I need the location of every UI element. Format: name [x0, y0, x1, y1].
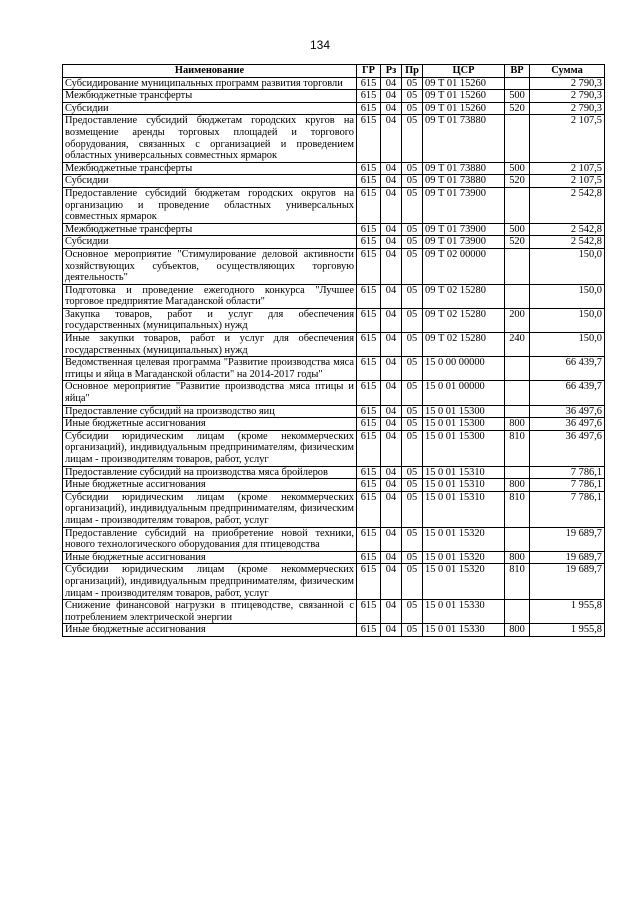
table-row [63, 308, 605, 332]
cell-pr: 05 [402, 162, 423, 175]
cell-name: Межбюджетные трансферты [63, 90, 357, 103]
cell-sum: 2 790,3 [530, 90, 605, 103]
table-row [63, 466, 605, 479]
cell-sum: 1 955,8 [530, 600, 605, 624]
cell-sum: 19 689,7 [530, 527, 605, 551]
cell-rz: 04 [381, 430, 402, 466]
cell-csr: 15 0 01 15310 [423, 466, 505, 479]
cell-pr: 05 [402, 624, 423, 637]
cell-csr: 09 Т 01 73880 [423, 175, 505, 188]
cell-vr: 520 [505, 175, 530, 188]
cell-sum: 1 955,8 [530, 624, 605, 637]
cell-name: Межбюджетные трансферты [63, 223, 357, 236]
cell-sum: 19 689,7 [530, 564, 605, 600]
cell-rz: 04 [381, 284, 402, 308]
cell-vr: 810 [505, 491, 530, 527]
cell-name: Субсидии [63, 102, 357, 115]
table-row [63, 418, 605, 431]
cell-sum: 36 497,6 [530, 405, 605, 418]
cell-csr: 09 Т 01 15260 [423, 77, 505, 90]
cell-sum: 66 439,7 [530, 357, 605, 381]
cell-gr: 615 [357, 236, 381, 249]
cell-vr: 200 [505, 308, 530, 332]
cell-name: Субсидии [63, 175, 357, 188]
cell-vr: 810 [505, 430, 530, 466]
table-row [63, 248, 605, 284]
cell-gr: 615 [357, 248, 381, 284]
cell-gr: 615 [357, 624, 381, 637]
cell-gr: 615 [357, 223, 381, 236]
cell-csr: 09 Т 02 15280 [423, 308, 505, 332]
table-row [63, 381, 605, 405]
cell-rz: 04 [381, 102, 402, 115]
cell-sum: 2 542,8 [530, 236, 605, 249]
cell-sum: 2 107,5 [530, 175, 605, 188]
cell-pr: 05 [402, 115, 423, 162]
cell-name: Предоставление субсидий на приобретение новой техники, нового технологического оборудования для птицеводства [63, 527, 357, 551]
cell-gr: 615 [357, 77, 381, 90]
cell-name: Иные бюджетные ассигнования [63, 418, 357, 431]
page-number: 134 [309, 38, 331, 52]
cell-gr: 615 [357, 466, 381, 479]
cell-pr: 05 [402, 551, 423, 564]
cell-pr: 05 [402, 405, 423, 418]
cell-vr: 520 [505, 236, 530, 249]
table-row [63, 223, 605, 236]
cell-gr: 615 [357, 381, 381, 405]
cell-csr: 15 0 00 00000 [423, 357, 505, 381]
cell-gr: 615 [357, 90, 381, 103]
cell-sum: 36 497,6 [530, 418, 605, 431]
cell-csr: 15 0 01 15300 [423, 405, 505, 418]
table-row [63, 479, 605, 492]
cell-rz: 04 [381, 479, 402, 492]
cell-gr: 615 [357, 175, 381, 188]
table-row [63, 175, 605, 188]
cell-csr: 09 Т 01 15260 [423, 102, 505, 115]
cell-rz: 04 [381, 357, 402, 381]
cell-pr: 05 [402, 102, 423, 115]
table-row [63, 77, 605, 90]
cell-rz: 04 [381, 333, 402, 357]
cell-csr: 09 Т 01 73900 [423, 223, 505, 236]
cell-sum: 150,0 [530, 308, 605, 332]
cell-sum: 19 689,7 [530, 551, 605, 564]
table-row [63, 357, 605, 381]
table-row [63, 162, 605, 175]
cell-vr: 800 [505, 551, 530, 564]
cell-rz: 04 [381, 236, 402, 249]
column-header-gr: ГР [357, 65, 381, 78]
cell-name: Иные закупки товаров, работ и услуг для обеспечения государственных (муниципальных) нужд [63, 333, 357, 357]
column-header-rz: Рз [381, 65, 402, 78]
cell-vr [505, 527, 530, 551]
cell-gr: 615 [357, 418, 381, 431]
cell-gr: 615 [357, 308, 381, 332]
cell-gr: 615 [357, 491, 381, 527]
table-row [63, 551, 605, 564]
table-header-row [63, 65, 605, 78]
cell-rz: 04 [381, 624, 402, 637]
cell-gr: 615 [357, 284, 381, 308]
cell-rz: 04 [381, 418, 402, 431]
cell-vr: 500 [505, 223, 530, 236]
table-row [63, 333, 605, 357]
cell-sum: 150,0 [530, 248, 605, 284]
cell-sum: 66 439,7 [530, 381, 605, 405]
cell-gr: 615 [357, 162, 381, 175]
cell-name: Иные бюджетные ассигнования [63, 551, 357, 564]
cell-name: Субсидирование муниципальных программ развития торговли [63, 77, 357, 90]
cell-csr: 15 0 01 15320 [423, 551, 505, 564]
cell-sum: 7 786,1 [530, 491, 605, 527]
cell-vr: 810 [505, 564, 530, 600]
table-row [63, 564, 605, 600]
cell-vr: 520 [505, 102, 530, 115]
cell-pr: 05 [402, 564, 423, 600]
cell-sum: 2 542,8 [530, 187, 605, 223]
cell-rz: 04 [381, 466, 402, 479]
cell-csr: 15 0 01 15320 [423, 527, 505, 551]
cell-pr: 05 [402, 284, 423, 308]
cell-gr: 615 [357, 600, 381, 624]
cell-rz: 04 [381, 248, 402, 284]
cell-vr [505, 357, 530, 381]
table-row [63, 624, 605, 637]
cell-rz: 04 [381, 90, 402, 103]
cell-pr: 05 [402, 90, 423, 103]
cell-pr: 05 [402, 236, 423, 249]
cell-name: Предоставление субсидий бюджетам городских кругов на возмещение аренды торговых площадей и торгового оборудования, связанных с организацией и проведением областных универсальных совместных ярмарок [63, 115, 357, 162]
cell-gr: 615 [357, 430, 381, 466]
cell-csr: 15 0 01 15300 [423, 430, 505, 466]
cell-vr [505, 466, 530, 479]
cell-name: Закупка товаров, работ и услуг для обеспечения государственных (муниципальных) нужд [63, 308, 357, 332]
cell-rz: 04 [381, 115, 402, 162]
cell-name: Иные бюджетные ассигнования [63, 624, 357, 637]
cell-vr: 800 [505, 479, 530, 492]
cell-gr: 615 [357, 357, 381, 381]
cell-pr: 05 [402, 491, 423, 527]
cell-vr: 500 [505, 90, 530, 103]
cell-gr: 615 [357, 187, 381, 223]
cell-vr [505, 187, 530, 223]
cell-csr: 15 0 01 15310 [423, 491, 505, 527]
cell-sum: 150,0 [530, 333, 605, 357]
cell-csr: 09 Т 02 15280 [423, 284, 505, 308]
table-row [63, 405, 605, 418]
cell-rz: 04 [381, 491, 402, 527]
cell-csr: 15 0 01 15320 [423, 564, 505, 600]
column-header-csr: ЦСР [423, 65, 505, 78]
cell-name: Иные бюджетные ассигнования [63, 479, 357, 492]
cell-name: Основное мероприятие "Стимулирование деловой активности хозяйствующих субъектов, осуществляющих торговую деятельность" [63, 248, 357, 284]
cell-pr: 05 [402, 223, 423, 236]
cell-csr: 15 0 01 15300 [423, 418, 505, 431]
table-row [63, 102, 605, 115]
cell-name: Снижение финансовой нагрузки в птицеводстве, связанной с потреблением электрической энергии [63, 600, 357, 624]
cell-pr: 05 [402, 430, 423, 466]
cell-csr: 09 Т 01 73880 [423, 115, 505, 162]
cell-csr: 15 0 01 00000 [423, 381, 505, 405]
cell-csr: 09 Т 02 15280 [423, 333, 505, 357]
cell-sum: 7 786,1 [530, 466, 605, 479]
cell-sum: 2 107,5 [530, 115, 605, 162]
cell-name: Межбюджетные трансферты [63, 162, 357, 175]
cell-csr: 09 Т 01 73900 [423, 187, 505, 223]
table-row [63, 115, 605, 162]
cell-pr: 05 [402, 381, 423, 405]
cell-rz: 04 [381, 223, 402, 236]
cell-pr: 05 [402, 466, 423, 479]
column-header-pr: Пр [402, 65, 423, 78]
cell-sum: 2 542,8 [530, 223, 605, 236]
budget-table [62, 64, 605, 637]
cell-pr: 05 [402, 248, 423, 284]
cell-name: Субсидии юридическим лицам (кроме некоммерческих организаций), индивидуальным предпринимателям, физическим лицам - производителям товаров, работ, услуг [63, 430, 357, 466]
cell-name: Субсидии юридическим лицам (кроме некоммерческих организаций), индивидуальным предпринимателям, физическим лицам - производителям товаров, работ, услуг [63, 491, 357, 527]
cell-rz: 04 [381, 600, 402, 624]
cell-csr: 15 0 01 15330 [423, 600, 505, 624]
cell-csr: 09 Т 01 73900 [423, 236, 505, 249]
cell-pr: 05 [402, 479, 423, 492]
cell-gr: 615 [357, 115, 381, 162]
table-row [63, 527, 605, 551]
cell-gr: 615 [357, 551, 381, 564]
cell-rz: 04 [381, 405, 402, 418]
cell-name: Предоставление субсидий на производства мяса бройлеров [63, 466, 357, 479]
cell-name: Субсидии [63, 236, 357, 249]
cell-pr: 05 [402, 418, 423, 431]
cell-pr: 05 [402, 175, 423, 188]
cell-csr: 15 0 01 15330 [423, 624, 505, 637]
cell-name: Субсидии юридическим лицам (кроме некоммерческих организаций), индивидуальным предпринимателям, физическим лицам - производителям товаров, работ, услуг [63, 564, 357, 600]
cell-sum: 150,0 [530, 284, 605, 308]
cell-gr: 615 [357, 405, 381, 418]
cell-vr [505, 600, 530, 624]
table-row [63, 236, 605, 249]
cell-rz: 04 [381, 527, 402, 551]
cell-rz: 04 [381, 77, 402, 90]
cell-gr: 615 [357, 527, 381, 551]
cell-vr: 240 [505, 333, 530, 357]
cell-vr [505, 381, 530, 405]
cell-sum: 7 786,1 [530, 479, 605, 492]
cell-sum: 36 497,6 [530, 430, 605, 466]
cell-pr: 05 [402, 308, 423, 332]
cell-vr [505, 115, 530, 162]
column-header-name: Наименование [63, 65, 357, 78]
cell-vr [505, 284, 530, 308]
cell-csr: 09 Т 01 15260 [423, 90, 505, 103]
cell-vr [505, 405, 530, 418]
table-row [63, 491, 605, 527]
cell-pr: 05 [402, 333, 423, 357]
cell-csr: 15 0 01 15310 [423, 479, 505, 492]
cell-name: Подготовка и проведение ежегодного конкурса "Лучшее торговое предприятие Магаданской области" [63, 284, 357, 308]
cell-csr: 09 Т 02 00000 [423, 248, 505, 284]
cell-csr: 09 Т 01 73880 [423, 162, 505, 175]
cell-rz: 04 [381, 162, 402, 175]
table-row [63, 430, 605, 466]
cell-pr: 05 [402, 77, 423, 90]
cell-name: Ведомственная целевая программа "Развитие производства мяса птицы и яйца в Магаданской области" на 2014-2017 годы" [63, 357, 357, 381]
cell-vr: 800 [505, 418, 530, 431]
cell-rz: 04 [381, 175, 402, 188]
cell-pr: 05 [402, 187, 423, 223]
cell-name: Основное мероприятие "Развитие производства мяса птицы и яйца" [63, 381, 357, 405]
cell-rz: 04 [381, 564, 402, 600]
cell-rz: 04 [381, 381, 402, 405]
cell-sum: 2 107,5 [530, 162, 605, 175]
cell-name: Предоставление субсидий бюджетам городских округов на организацию и проведение областных универсальных совместных ярмарок [63, 187, 357, 223]
table-row [63, 187, 605, 223]
cell-vr: 800 [505, 624, 530, 637]
cell-rz: 04 [381, 308, 402, 332]
cell-pr: 05 [402, 357, 423, 381]
cell-sum: 2 790,3 [530, 77, 605, 90]
cell-gr: 615 [357, 102, 381, 115]
column-header-vr: ВР [505, 65, 530, 78]
cell-rz: 04 [381, 551, 402, 564]
cell-pr: 05 [402, 527, 423, 551]
cell-vr [505, 77, 530, 90]
table-row [63, 90, 605, 103]
cell-sum: 2 790,3 [530, 102, 605, 115]
table-row [63, 600, 605, 624]
cell-vr [505, 248, 530, 284]
cell-gr: 615 [357, 564, 381, 600]
cell-gr: 615 [357, 479, 381, 492]
table-row [63, 284, 605, 308]
cell-pr: 05 [402, 600, 423, 624]
cell-rz: 04 [381, 187, 402, 223]
cell-name: Предоставление субсидий на производство яиц [63, 405, 357, 418]
column-header-sum: Сумма [530, 65, 605, 78]
cell-gr: 615 [357, 333, 381, 357]
cell-vr: 500 [505, 162, 530, 175]
